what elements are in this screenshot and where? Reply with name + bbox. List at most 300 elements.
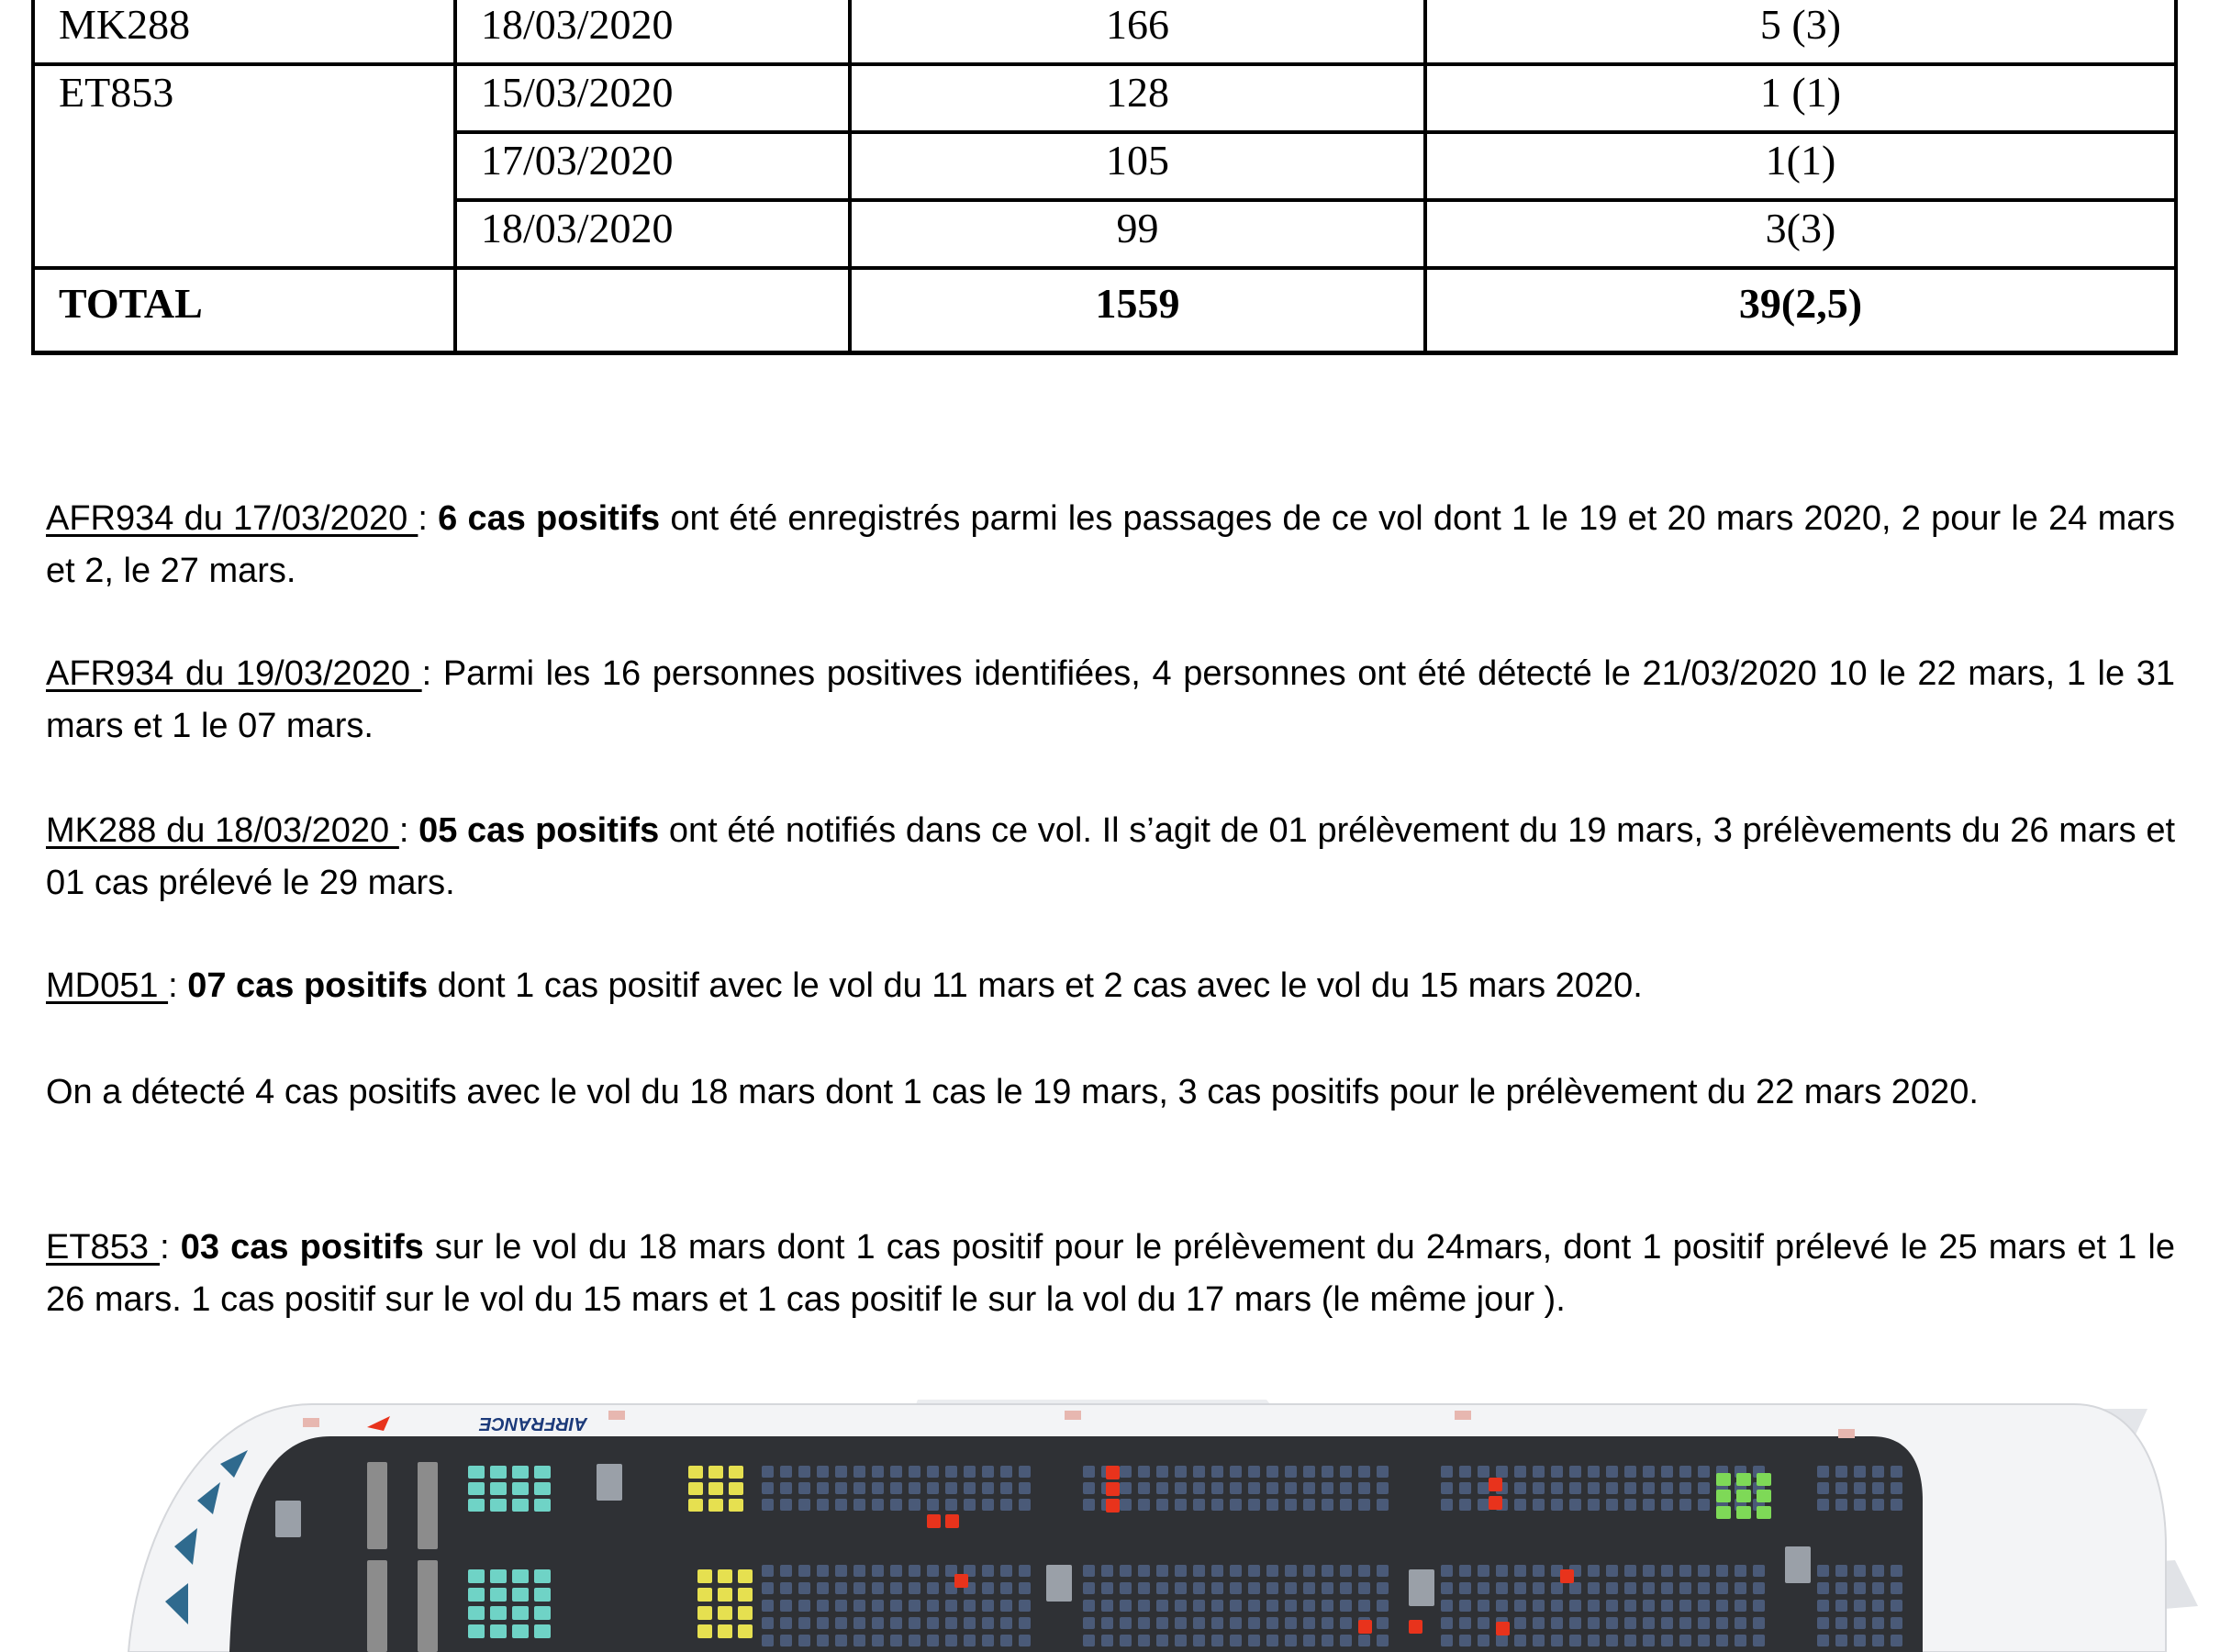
- table-row: [33, 64, 2176, 132]
- economy-seat: [1000, 1617, 1012, 1629]
- economy-seat: [945, 1466, 957, 1478]
- economy-seat: [1817, 1600, 1829, 1612]
- economy-seat: [1698, 1582, 1710, 1594]
- economy-seat: [1624, 1499, 1636, 1511]
- premium-seat: [490, 1588, 507, 1602]
- economy-seat: [1872, 1582, 1884, 1594]
- highlight-seat: [718, 1606, 732, 1620]
- economy-seat: [1643, 1600, 1655, 1612]
- economy-seat: [798, 1499, 810, 1511]
- economy-seat: [1000, 1499, 1012, 1511]
- economy-seat: [1377, 1617, 1389, 1629]
- economy-seat: [1248, 1582, 1260, 1594]
- economy-seat: [872, 1600, 884, 1612]
- economy-seat: [1083, 1582, 1095, 1594]
- economy-seat: [1175, 1565, 1187, 1577]
- economy-seat: [872, 1565, 884, 1577]
- economy-seat: [762, 1482, 774, 1494]
- economy-seat: [872, 1499, 884, 1511]
- highlight-seat: [718, 1624, 732, 1638]
- premium-seat: [468, 1606, 485, 1620]
- economy-seat: [817, 1482, 829, 1494]
- economy-seat: [762, 1617, 774, 1629]
- economy-seat: [1441, 1499, 1453, 1511]
- economy-seat: [1624, 1635, 1636, 1646]
- economy-seat: [1533, 1565, 1545, 1577]
- economy-seat: [1679, 1565, 1691, 1577]
- economy-seat: [1643, 1482, 1655, 1494]
- positive-case-seat: [1106, 1499, 1120, 1512]
- economy-seat: [853, 1482, 865, 1494]
- positives-cell: 1 (1): [1425, 64, 2176, 132]
- economy-seat: [982, 1565, 994, 1577]
- economy-seat: [1303, 1617, 1315, 1629]
- economy-seat: [1156, 1582, 1168, 1594]
- economy-seat: [1138, 1565, 1150, 1577]
- economy-seat: [982, 1466, 994, 1478]
- economy-seat: [1138, 1499, 1150, 1511]
- economy-seat: [1193, 1565, 1205, 1577]
- premium-seat: [534, 1482, 551, 1495]
- economy-seat: [1835, 1466, 1847, 1478]
- economy-seat: [1514, 1582, 1526, 1594]
- economy-seat: [1679, 1466, 1691, 1478]
- economy-seat: [1377, 1565, 1389, 1577]
- premium-seat: [512, 1606, 529, 1620]
- economy-seat: [872, 1482, 884, 1494]
- economy-seat: [927, 1482, 939, 1494]
- economy-seat: [1322, 1565, 1333, 1577]
- economy-seat: [1211, 1565, 1223, 1577]
- economy-seat: [890, 1582, 902, 1594]
- economy-seat: [909, 1617, 920, 1629]
- positives-cell: 1(1): [1425, 132, 2176, 200]
- economy-seat: [909, 1565, 920, 1577]
- economy-seat: [762, 1499, 774, 1511]
- premium-seat: [468, 1482, 485, 1495]
- table-total-row: [33, 268, 2176, 352]
- paragraph-text: sur le vol du 18 mars dont 1 cas positif pour le prélèvement du 24mars, dont 1 positif prélevé le 25 mars et 1 le 26 mars. 1 cas positif sur le vol du 15 mars et 1 cas positif le sur la vol du 17 mars (le même jour ).: [46, 1228, 2175, 1319]
- flight-cell: ET853: [33, 64, 455, 268]
- economy-seat: [1679, 1600, 1691, 1612]
- economy-seat: [835, 1635, 847, 1646]
- economy-seat: [1817, 1482, 1829, 1494]
- economy-seat: [1817, 1617, 1829, 1629]
- economy-seat: [1478, 1482, 1489, 1494]
- economy-seat: [964, 1482, 976, 1494]
- economy-seat: [1101, 1600, 1113, 1612]
- economy-seat: [1266, 1600, 1278, 1612]
- economy-seat: [1322, 1499, 1333, 1511]
- economy-seat: [1175, 1582, 1187, 1594]
- economy-seat: [945, 1635, 957, 1646]
- table-row: [33, 0, 2176, 64]
- economy-seat: [1817, 1565, 1829, 1577]
- economy-seat: [853, 1565, 865, 1577]
- economy-seat: [1661, 1600, 1673, 1612]
- premium-seat: [468, 1466, 485, 1479]
- positive-case-seat: [1106, 1482, 1120, 1496]
- economy-seat: [1175, 1466, 1187, 1478]
- economy-seat: [1661, 1582, 1673, 1594]
- economy-seat: [1872, 1617, 1884, 1629]
- economy-seat: [1661, 1635, 1673, 1646]
- passengers-cell: 105: [850, 132, 1425, 200]
- economy-seat: [927, 1617, 939, 1629]
- date-cell: 15/03/2020: [455, 64, 850, 132]
- economy-seat: [1514, 1635, 1526, 1646]
- economy-seat: [1514, 1482, 1526, 1494]
- economy-seat: [1661, 1617, 1673, 1629]
- economy-seat: [1569, 1482, 1581, 1494]
- economy-seat: [1817, 1499, 1829, 1511]
- economy-seat: [1377, 1466, 1389, 1478]
- economy-seat: [1891, 1499, 1902, 1511]
- total-passengers: 1559: [850, 268, 1425, 352]
- lavatory: [275, 1501, 301, 1537]
- economy-seat: [1377, 1582, 1389, 1594]
- economy-seat: [1120, 1482, 1132, 1494]
- economy-seat: [1285, 1565, 1297, 1577]
- economy-seat: [982, 1600, 994, 1612]
- economy-seat: [1643, 1466, 1655, 1478]
- economy-seat: [1285, 1600, 1297, 1612]
- highlight-seat: [708, 1466, 723, 1479]
- economy-seat: [1120, 1466, 1132, 1478]
- economy-seat: [1211, 1635, 1223, 1646]
- economy-seat: [1569, 1499, 1581, 1511]
- economy-seat: [1230, 1466, 1242, 1478]
- lavatory: [1046, 1565, 1072, 1602]
- economy-seat: [1588, 1600, 1600, 1612]
- economy-seat: [1835, 1582, 1847, 1594]
- economy-seat: [853, 1582, 865, 1594]
- highlight-seat: [1757, 1506, 1771, 1519]
- economy-seat: [1624, 1600, 1636, 1612]
- economy-seat: [762, 1600, 774, 1612]
- economy-seat: [1156, 1617, 1168, 1629]
- premium-seat: [512, 1482, 529, 1495]
- total-label: TOTAL: [33, 268, 455, 352]
- economy-seat: [1854, 1482, 1866, 1494]
- economy-seat: [835, 1582, 847, 1594]
- economy-seat: [909, 1499, 920, 1511]
- economy-seat: [798, 1565, 810, 1577]
- date-cell: 17/03/2020: [455, 132, 850, 200]
- economy-seat: [1854, 1582, 1866, 1594]
- economy-seat: [1193, 1600, 1205, 1612]
- highlight-seat: [708, 1482, 723, 1495]
- economy-seat: [1019, 1466, 1031, 1478]
- premium-seat: [468, 1588, 485, 1602]
- economy-seat: [1753, 1582, 1765, 1594]
- economy-seat: [762, 1635, 774, 1646]
- economy-seat: [1266, 1582, 1278, 1594]
- economy-seat: [1698, 1466, 1710, 1478]
- flight-note-paragraph: [46, 648, 2175, 753]
- positive-case-count: 05 cas positifs: [418, 811, 660, 850]
- economy-seat: [964, 1600, 976, 1612]
- business-seat: [367, 1462, 387, 1549]
- economy-seat: [1266, 1466, 1278, 1478]
- economy-seat: [798, 1466, 810, 1478]
- paragraph-text: dont 1 cas positif avec le vol du 11 mars et 2 cas avec le vol du 15 mars 2020.: [428, 966, 1643, 1005]
- highlight-seat: [1736, 1473, 1751, 1486]
- economy-seat: [1230, 1635, 1242, 1646]
- economy-seat: [1716, 1582, 1728, 1594]
- economy-seat: [1606, 1582, 1618, 1594]
- economy-seat: [945, 1617, 957, 1629]
- economy-seat: [1606, 1499, 1618, 1511]
- economy-seat: [1569, 1600, 1581, 1612]
- economy-seat: [1248, 1482, 1260, 1494]
- economy-seat: [872, 1635, 884, 1646]
- positive-case-seat: [1358, 1620, 1372, 1634]
- economy-seat: [1533, 1466, 1545, 1478]
- economy-seat: [1459, 1635, 1471, 1646]
- economy-seat: [1175, 1617, 1187, 1629]
- business-seat: [418, 1560, 438, 1652]
- highlight-seat: [1716, 1473, 1731, 1486]
- economy-seat: [1083, 1600, 1095, 1612]
- positive-case-seat: [1489, 1496, 1502, 1510]
- economy-seat: [1266, 1482, 1278, 1494]
- premium-seat: [534, 1499, 551, 1512]
- positive-case-seat: [954, 1574, 968, 1588]
- highlight-seat: [718, 1569, 732, 1583]
- positives-cell: 3(3): [1425, 200, 2176, 268]
- business-seat: [367, 1560, 387, 1652]
- economy-seat: [1019, 1499, 1031, 1511]
- economy-seat: [964, 1499, 976, 1511]
- flight-note-paragraph: [46, 1066, 2175, 1119]
- economy-seat: [798, 1582, 810, 1594]
- premium-seat: [534, 1466, 551, 1479]
- economy-seat: [1248, 1600, 1260, 1612]
- economy-seat: [1000, 1635, 1012, 1646]
- economy-seat: [1441, 1617, 1453, 1629]
- economy-seat: [1377, 1482, 1389, 1494]
- economy-seat: [872, 1466, 884, 1478]
- economy-seat: [1266, 1617, 1278, 1629]
- highlight-seat: [697, 1606, 712, 1620]
- economy-seat: [1083, 1499, 1095, 1511]
- highlight-seat: [697, 1588, 712, 1602]
- economy-seat: [1478, 1499, 1489, 1511]
- economy-seat: [835, 1600, 847, 1612]
- economy-seat: [1891, 1482, 1902, 1494]
- economy-seat: [964, 1617, 976, 1629]
- highlight-seat: [729, 1482, 743, 1495]
- economy-seat: [1624, 1565, 1636, 1577]
- economy-seat: [982, 1635, 994, 1646]
- economy-seat: [1358, 1466, 1370, 1478]
- premium-seat: [468, 1624, 485, 1638]
- economy-seat: [1340, 1635, 1352, 1646]
- economy-seat: [1156, 1600, 1168, 1612]
- economy-seat: [1551, 1600, 1563, 1612]
- economy-seat: [853, 1635, 865, 1646]
- positive-case-count: 07 cas positifs: [187, 966, 429, 1005]
- economy-seat: [1138, 1466, 1150, 1478]
- economy-seat: [927, 1466, 939, 1478]
- economy-seat: [798, 1635, 810, 1646]
- economy-seat: [1230, 1565, 1242, 1577]
- economy-seat: [1533, 1482, 1545, 1494]
- economy-seat: [872, 1617, 884, 1629]
- flight-note-paragraph: [46, 960, 2175, 1012]
- economy-seat: [1569, 1582, 1581, 1594]
- economy-seat: [1459, 1617, 1471, 1629]
- highlight-seat: [738, 1588, 753, 1602]
- premium-seat: [512, 1624, 529, 1638]
- economy-seat: [817, 1466, 829, 1478]
- economy-seat: [1496, 1582, 1508, 1594]
- economy-seat: [1138, 1617, 1150, 1629]
- date-cell: 18/03/2020: [455, 0, 850, 64]
- economy-seat: [780, 1582, 792, 1594]
- economy-seat: [1322, 1466, 1333, 1478]
- highlight-seat: [738, 1569, 753, 1583]
- flights-table: [31, 0, 2178, 355]
- premium-seat: [490, 1499, 507, 1512]
- economy-seat: [1101, 1582, 1113, 1594]
- economy-seat: [780, 1635, 792, 1646]
- economy-seat: [1358, 1565, 1370, 1577]
- economy-seat: [1340, 1617, 1352, 1629]
- economy-seat: [1533, 1600, 1545, 1612]
- economy-seat: [1248, 1635, 1260, 1646]
- economy-seat: [1606, 1466, 1618, 1478]
- economy-seat: [1230, 1482, 1242, 1494]
- economy-seat: [1496, 1635, 1508, 1646]
- economy-seat: [1891, 1600, 1902, 1612]
- premium-seat: [512, 1499, 529, 1512]
- date-cell: 18/03/2020: [455, 200, 850, 268]
- economy-seat: [1753, 1565, 1765, 1577]
- economy-seat: [1716, 1565, 1728, 1577]
- economy-seat: [1872, 1600, 1884, 1612]
- economy-seat: [1872, 1466, 1884, 1478]
- economy-seat: [1735, 1582, 1746, 1594]
- flight-reference: AFR934 du 19/03/2020: [46, 654, 422, 693]
- economy-seat: [1285, 1582, 1297, 1594]
- economy-seat: [1211, 1617, 1223, 1629]
- economy-seat: [1551, 1482, 1563, 1494]
- economy-seat: [1322, 1482, 1333, 1494]
- highlight-seat: [688, 1466, 703, 1479]
- economy-seat: [1891, 1635, 1902, 1646]
- economy-seat: [1891, 1565, 1902, 1577]
- economy-seat: [817, 1565, 829, 1577]
- economy-seat: [1340, 1565, 1352, 1577]
- economy-seat: [1175, 1499, 1187, 1511]
- airline-logo: AIRFRANCE: [479, 1413, 587, 1434]
- economy-seat: [1643, 1635, 1655, 1646]
- economy-seat: [1533, 1582, 1545, 1594]
- highlight-seat: [688, 1499, 703, 1512]
- economy-seat: [1230, 1600, 1242, 1612]
- economy-seat: [1679, 1617, 1691, 1629]
- economy-seat: [780, 1482, 792, 1494]
- economy-seat: [853, 1466, 865, 1478]
- flight-cell: MK288: [33, 0, 455, 64]
- economy-seat: [1019, 1617, 1031, 1629]
- highlight-seat: [1716, 1490, 1731, 1502]
- economy-seat: [1854, 1635, 1866, 1646]
- economy-seat: [1735, 1635, 1746, 1646]
- economy-seat: [964, 1635, 976, 1646]
- economy-seat: [1340, 1466, 1352, 1478]
- economy-seat: [1643, 1499, 1655, 1511]
- total-date-cell: [455, 268, 850, 352]
- economy-seat: [1533, 1499, 1545, 1511]
- economy-seat: [1854, 1565, 1866, 1577]
- economy-seat: [1138, 1482, 1150, 1494]
- passengers-cell: 128: [850, 64, 1425, 132]
- highlight-seat: [1736, 1490, 1751, 1502]
- economy-seat: [1441, 1565, 1453, 1577]
- positive-case-seat: [927, 1514, 941, 1528]
- economy-seat: [1661, 1482, 1673, 1494]
- economy-seat: [1083, 1635, 1095, 1646]
- economy-seat: [1120, 1499, 1132, 1511]
- economy-seat: [890, 1565, 902, 1577]
- economy-seat: [1478, 1617, 1489, 1629]
- economy-seat: [1891, 1617, 1902, 1629]
- economy-seat: [1679, 1582, 1691, 1594]
- economy-seat: [1285, 1617, 1297, 1629]
- economy-seat: [1211, 1482, 1223, 1494]
- flight-reference: MK288 du 18/03/2020: [46, 811, 399, 850]
- positive-case-seat: [1106, 1466, 1120, 1479]
- premium-seat: [534, 1624, 551, 1638]
- highlight-seat: [697, 1569, 712, 1583]
- economy-seat: [1083, 1482, 1095, 1494]
- premium-seat: [512, 1588, 529, 1602]
- premium-seat: [534, 1606, 551, 1620]
- highlight-seat: [1716, 1506, 1731, 1519]
- economy-seat: [762, 1466, 774, 1478]
- economy-seat: [1303, 1466, 1315, 1478]
- economy-seat: [1266, 1565, 1278, 1577]
- economy-seat: [1854, 1617, 1866, 1629]
- economy-seat: [1817, 1466, 1829, 1478]
- economy-seat: [982, 1499, 994, 1511]
- economy-seat: [780, 1600, 792, 1612]
- economy-seat: [835, 1617, 847, 1629]
- economy-seat: [1698, 1482, 1710, 1494]
- highlight-seat: [1757, 1473, 1771, 1486]
- passengers-cell: 99: [850, 200, 1425, 268]
- economy-seat: [1533, 1617, 1545, 1629]
- positive-case-count: 6 cas positifs: [438, 499, 661, 538]
- economy-seat: [1358, 1582, 1370, 1594]
- economy-seat: [1514, 1466, 1526, 1478]
- economy-seat: [1661, 1499, 1673, 1511]
- premium-seat: [490, 1466, 507, 1479]
- economy-seat: [1441, 1466, 1453, 1478]
- economy-seat: [1606, 1600, 1618, 1612]
- economy-seat: [1854, 1466, 1866, 1478]
- economy-seat: [817, 1635, 829, 1646]
- separator: :: [168, 966, 188, 1005]
- economy-seat: [927, 1499, 939, 1511]
- economy-seat: [1248, 1499, 1260, 1511]
- economy-seat: [1120, 1582, 1132, 1594]
- economy-seat: [1120, 1565, 1132, 1577]
- flight-note-paragraph: [46, 1222, 2175, 1326]
